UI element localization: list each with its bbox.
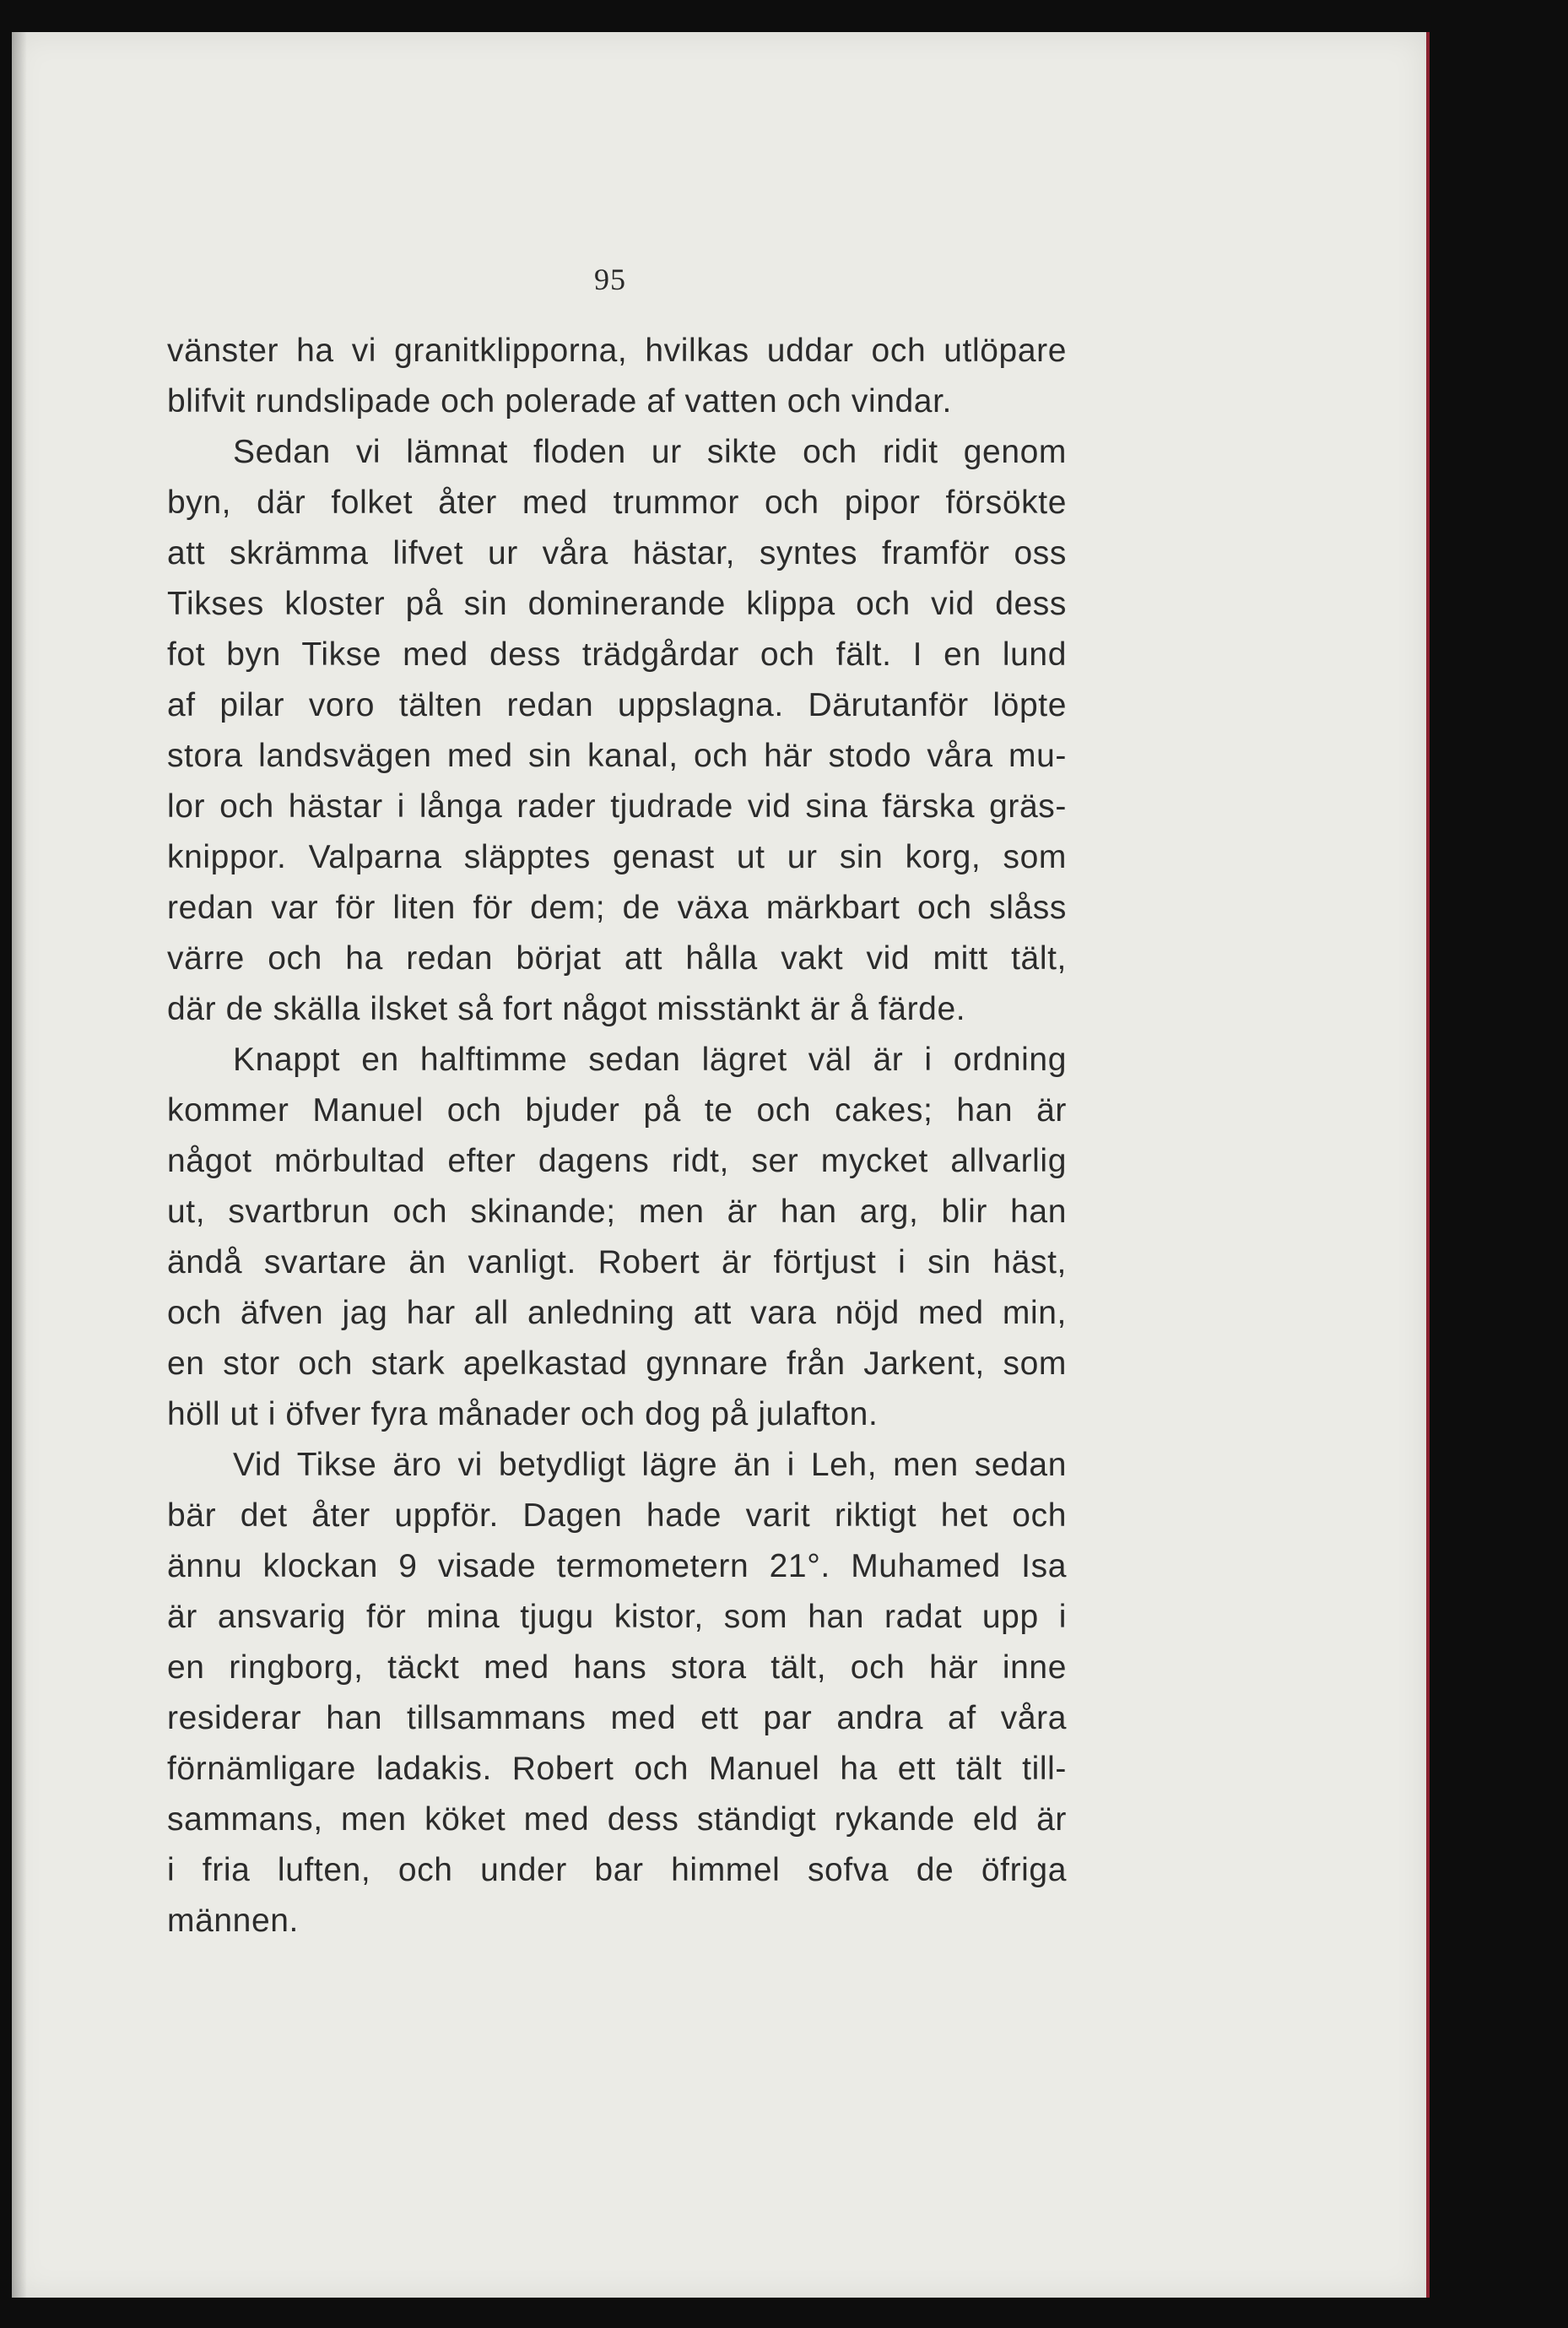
text-line: Vid Tikse äro vi betydligt lägre än i Leh, men sedan	[233, 1447, 1067, 1483]
text-line: af pilar voro tälten redan uppslagna. Därutanför löpte	[167, 687, 1067, 723]
text-line: redan var för liten för dem; de växa märkbart och slåss	[167, 890, 1067, 926]
text-line: är ansvarig för mina tjugu kistor, som han radat upp i	[167, 1599, 1067, 1635]
text-line: ännu klockan 9 visade termometern 21°. Muhamed Isa	[167, 1548, 1067, 1584]
text-line: och äfven jag har all anledning att vara nöjd med min,	[167, 1295, 1067, 1331]
text-line: en ringborg, täckt med hans stora tält, och här inne	[167, 1649, 1067, 1686]
text-line: höll ut i öfver fyra månader och dog på julafton.	[167, 1396, 879, 1432]
text-line: att skrämma lifvet ur våra hästar, syntes framför oss	[167, 535, 1067, 571]
text-line: något mörbultad efter dagens ridt, ser mycket allvarlig	[167, 1143, 1067, 1179]
text-line: bär det åter uppför. Dagen hade varit riktigt het och	[167, 1497, 1067, 1534]
text-line: vänster ha vi granitklipporna, hvilkas uddar och utlöpare	[167, 333, 1067, 369]
text-line: i fria luften, och under bar himmel sofva de öfriga	[167, 1852, 1067, 1888]
text-line: knippor. Valparna släpptes genast ut ur sin korg, som	[167, 839, 1067, 875]
body-text	[167, 326, 1067, 1946]
text-line: stora landsvägen med sin kanal, och här stodo våra mu-	[167, 738, 1067, 774]
page-gutter-shadow	[12, 32, 27, 2298]
text-line: där de skälla ilsket så fort något misstänkt är å färde.	[167, 991, 966, 1027]
text-line: blifvit rundslipade och polerade af vatten och vindar.	[167, 383, 952, 420]
text-line: sammans, men köket med dess ständigt rykande eld är	[167, 1801, 1067, 1838]
text-line: lor och hästar i långa rader tjudrade vid sina färska gräs-	[167, 788, 1067, 825]
text-line: residerar han tillsammans med ett par andra af våra	[167, 1700, 1067, 1736]
text-line: en stor och stark apelkastad gynnare från Jarkent, som	[167, 1345, 1067, 1382]
text-line: förnämligare ladakis. Robert och Manuel ha ett tält till-	[167, 1751, 1067, 1787]
text-line: kommer Manuel och bjuder på te och cakes; han är	[167, 1092, 1067, 1129]
text-line: männen.	[167, 1903, 299, 1939]
text-line: fot byn Tikse med dess trädgårdar och fält. I en lund	[167, 636, 1067, 673]
text-line: Sedan vi lämnat floden ur sikte och ridit genom	[233, 434, 1067, 470]
text-line: ändå svartare än vanligt. Robert är förtjust i sin häst,	[167, 1244, 1067, 1280]
text-line: ut, svartbrun och skinande; men är han arg, blir han	[167, 1194, 1067, 1230]
book-page	[12, 32, 1430, 2298]
text-line: värre och ha redan börjat att hålla vakt vid mitt tält,	[167, 940, 1067, 977]
text-line: Tikses kloster på sin dominerande klippa och vid dess	[167, 586, 1067, 622]
text-line: byn, där folket åter med trummor och pipor försökte	[167, 485, 1067, 521]
page-number: 95	[594, 263, 626, 296]
text-line: Knappt en halftimme sedan lägret väl är i ordning	[233, 1042, 1067, 1078]
